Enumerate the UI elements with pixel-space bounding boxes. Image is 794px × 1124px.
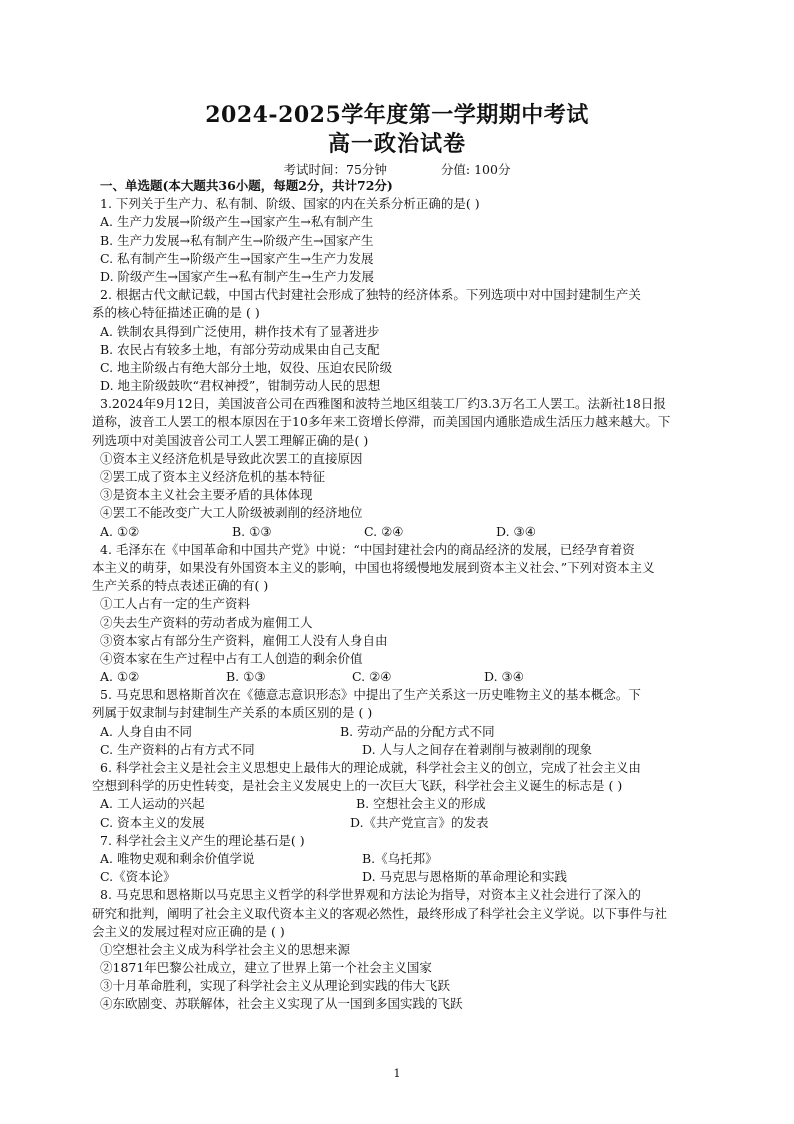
question-4-statement-2: ②失去生产资料的劳动者成为雇佣工人 [100,614,313,630]
question-3-option-b: B. ①③ [232,523,272,539]
question-list [92,177,732,1014]
question-6-option-d: D.《共产党宣言》的发表 [350,814,489,830]
question-1-option-a: A. 生产力发展→阶级产生→国家产生→私有制产生 [100,214,374,230]
question-2-stem: 2. 根据古代文献记载，中国古代封建社会形成了独特的经济体系。下列选项中对中国封建制生产关 [100,287,641,303]
question-7-options-row1 [92,850,732,868]
question-6-stem-cont: 空想到科学的历史性转变，是社会主义发展史上的一次巨大飞跃，科学社会主义诞生的标志是 ( ) [92,778,623,794]
question-1-option-b: B. 生产力发展→私有制产生→阶级产生→国家产生 [100,232,374,248]
exam-score: 分值: 100分 [440,162,511,177]
question-5-option-c: C. 生产资料的占有方式不同 [100,741,255,757]
question-7-option-b: B.《乌托邦》 [362,850,438,866]
question-4-option-c: C. ②④ [352,669,392,685]
question-1-option-d: D. 阶级产生→国家产生→私有制产生→生产力发展 [100,268,374,284]
question-7-options-row2 [92,868,732,886]
question-2-stem-cont: 系的核心特征描述正确的是 ( ) [92,305,260,321]
question-7-option-a: A. 唯物史观和剩余价值学说 [100,850,255,866]
question-3-option-c: C. ②④ [364,523,404,539]
question-5-option-b: B. 劳动产品的分配方式不同 [340,723,495,739]
question-8-statement-4: ④东欧剧变、苏联解体，社会主义实现了从一国到多国实践的飞跃 [100,996,463,1012]
question-4-options [92,668,732,686]
question-3-option-a: A. ①② [100,523,140,539]
question-5-options-row2 [92,741,732,759]
question-8-statement-1: ①空想社会主义成为科学社会主义的思想来源 [100,941,351,957]
question-5-stem: 5. 马克思和恩格斯首次在《德意志意识形态》中提出了生产关系这一历史唯物主义的基本概念。下 [100,687,641,703]
question-4-option-d: D. ③④ [484,669,524,685]
question-5-stem-cont: 列属于奴隶制与封建制生产关系的本质区别的是 ( ) [92,705,373,721]
question-3-stem-cont2: 列选项中对美国波音公司工人罢工理解正确的是( ) [92,432,369,448]
question-2-option-d: D. 地主阶级鼓吹“君权神授”，钳制劳动人民的思想 [100,378,381,394]
exam-info [0,160,794,178]
question-4-stem-cont: 本主义的萌芽，如果没有外国资本主义的影响，中国也将缓慢地发展到资本主义社会、”下列对资本主义 [92,559,655,575]
question-1-option-c: C. 私有制产生→阶级产生→国家产生→生产力发展 [100,250,374,266]
question-5-option-d: D. 人与人之间存在着剥削与被剥削的现象 [362,741,593,757]
question-6-options-row1 [92,795,732,813]
section-heading: 一、单选题(本大题共36小题，每题2分，共计72分) [100,178,393,193]
question-4-option-b: B. ①③ [226,669,266,685]
question-7-stem: 7. 科学社会主义产生的理论基石是( ) [100,832,305,848]
question-3-statement-1: ①资本主义经济危机是导致此次罢工的直接原因 [100,450,363,466]
question-3-stem-cont: 道称，波音工人罢工的根本原因在于10多年来工资增长停滞，而美国国内通胀造成生活压力越来越大。下 [92,414,671,430]
question-3-statement-2: ②罢工成了资本主义经济危机的基本特征 [100,469,326,484]
question-7-option-c: C.《资本论》 [100,869,176,885]
exam-subtitle: 高一政治试卷 [327,131,466,157]
question-2-option-b: B. 农民占有较多土地，有部分劳动成果由自己支配 [100,341,380,357]
question-2-option-a: A. 铁制农具得到广泛使用，耕作技术有了显著进步 [100,323,380,339]
question-4-statement-1: ①工人占有一定的生产资料 [100,596,251,612]
question-6-options-row2 [92,814,732,832]
question-4-stem-cont2: 生产关系的特点表述正确的有( ) [92,578,269,594]
question-6-stem: 6. 科学社会主义是社会主义思想史上最伟大的理论成就，科学社会主义的创立，完成了社会主义由 [100,760,641,775]
question-6-option-b: B. 空想社会主义的形成 [356,796,486,812]
question-3-option-d: D. ③④ [496,523,536,539]
question-3-statement-4: ④罢工不能改变广大工人阶级被剥削的经济地位 [100,505,363,521]
question-6-option-c: C. 资本主义的发展 [100,814,205,830]
exam-time: 考试时间：75分钟 [283,162,387,177]
question-3-stem: 3.2024年9月12日，美国波音公司在西雅图和波特兰地区组装工厂约3.3万名工人罢工。法新社18日报 [100,396,666,412]
question-5-options-row1 [92,723,732,741]
question-7-option-d: D. 马克思与恩格斯的革命理论和实践 [362,869,568,885]
question-4-statement-4: ④资本家在生产过程中占有工人创造的剩余价值 [100,650,363,666]
question-5-option-a: A. 人身自由不同 [100,723,192,739]
question-8-stem-cont: 研究和批判，阐明了社会主义取代资本主义的客观必然性，最终形成了科学社会主义学说。以下事件与社 [92,905,668,921]
page-number: 1 [393,1067,401,1080]
question-8-stem-cont2: 会主义的发展过程对应正确的是 ( ) [92,923,285,939]
question-8-statement-3: ③十月革命胜利，实现了科学社会主义从理论到实践的伟大飞跃 [100,978,451,994]
question-8-statement-2: ②1871年巴黎公社成立，建立了世界上第一个社会主义国家 [100,960,432,976]
question-3-statement-3: ③是资本主义社会主要矛盾的具体体现 [100,487,313,503]
question-3-options [92,523,732,541]
question-1-stem: 1. 下列关于生产力、私有制、阶级、国家的内在关系分析正确的是( ) [100,196,480,212]
question-4-option-a: A. ①② [100,669,140,685]
question-6-option-a: A. 工人运动的兴起 [100,796,205,812]
exam-title: 2024-2025学年度第一学期期中考试 [205,102,589,128]
question-2-option-c: C. 地主阶级占有绝大部分土地，奴役、压迫农民阶级 [100,359,393,375]
question-8-stem: 8. 马克思和恩格斯以马克思主义哲学的科学世界观和方法论为指导，对资本主义社会进行了深入的 [100,887,641,903]
question-4-stem: 4. 毛泽东在《中国革命和中国共产党》中说：“中国封建社会内的商品经济的发展，已经孕育着资 [100,541,635,557]
question-4-statement-3: ③资本家占有部分生产资料，雇佣工人没有人身自由 [100,632,388,648]
